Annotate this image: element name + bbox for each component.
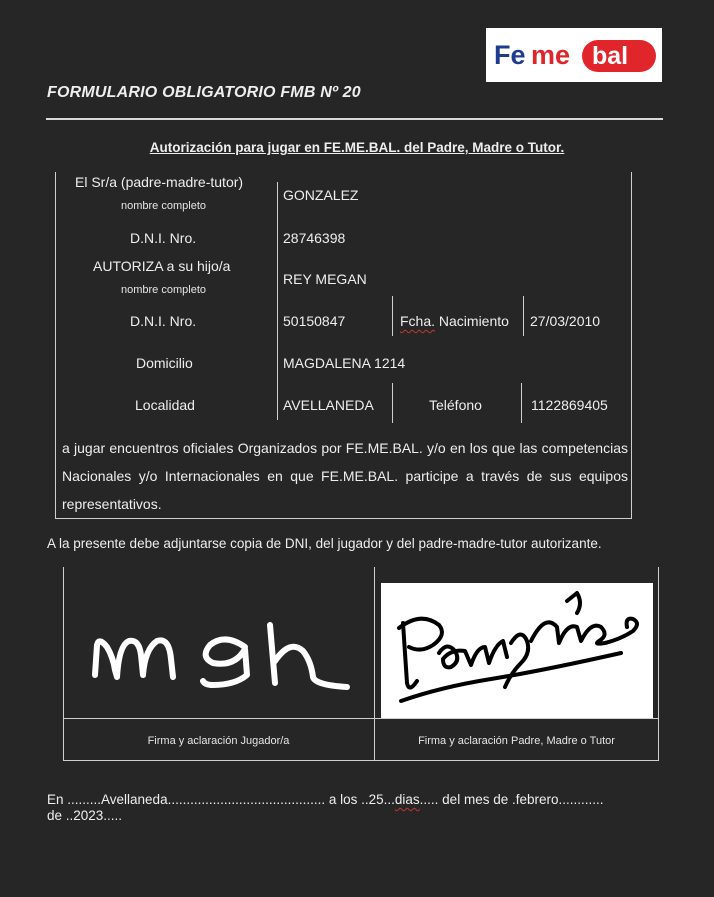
birth-date-value: 27/03/2010 bbox=[530, 313, 601, 329]
parent-dni-label: D.N.I. Nro. bbox=[130, 230, 197, 246]
locality-value: AVELLANEDA bbox=[283, 397, 374, 413]
child-sublabel: nombre completo bbox=[121, 284, 206, 296]
table-divider-phone-left bbox=[392, 383, 393, 423]
phone-label: Teléfono bbox=[429, 397, 482, 413]
footer-dias: dias bbox=[394, 792, 420, 807]
logo-text-fe: Fe bbox=[494, 40, 526, 70]
table-divider-birth-left bbox=[392, 296, 393, 336]
parent-signature-label: Firma y aclaración Padre, Madre o Tutor bbox=[418, 735, 615, 747]
parent-label: El Sr/a (padre-madre-tutor) bbox=[75, 174, 244, 190]
logo-text-me: me bbox=[531, 40, 571, 70]
table-divider-birth-right bbox=[523, 296, 524, 336]
form-title: FORMULARIO OBLIGATORIO FMB Nº 20 bbox=[47, 84, 361, 101]
form-subtitle: Autorización para jugar en FE.ME.BAL. del Padre, Madre o Tutor. bbox=[149, 140, 565, 155]
signature-divider bbox=[63, 718, 659, 719]
footer-line1-start: En .........Avellaneda.......................................... a los ..25... bbox=[47, 792, 395, 807]
table-divider-phone-right bbox=[521, 383, 522, 423]
birth-label-rest: Nacimiento bbox=[435, 313, 509, 329]
parent-sublabel: nombre completo bbox=[121, 200, 206, 212]
parent-signature bbox=[381, 583, 653, 718]
address-label: Domicilio bbox=[136, 355, 193, 371]
table-border-right bbox=[631, 172, 632, 518]
footer-line1-end: ..... del mes de .febrero............ bbox=[419, 792, 604, 807]
footer-place-date bbox=[47, 792, 604, 807]
phone-value: 1122869405 bbox=[531, 397, 608, 413]
child-dni-label: D.N.I. Nro. bbox=[130, 313, 197, 329]
parent-name-value: GONZALEZ bbox=[283, 187, 359, 203]
signature-border-right bbox=[658, 567, 659, 760]
child-name-value: REY MEGAN bbox=[283, 271, 367, 287]
locality-label: Localidad bbox=[135, 397, 195, 413]
dni-copy-note: A la presente debe adjuntarse copia de DNI, del jugador y del padre-madre-tutor autorizante. bbox=[47, 536, 602, 551]
player-signature-label: Firma y aclaración Jugador/a bbox=[147, 735, 290, 747]
logo-text-bal: bal bbox=[592, 42, 629, 70]
birth-label-abbr: Fcha. bbox=[400, 313, 436, 329]
table-border-bottom bbox=[55, 518, 632, 519]
address-value: MAGDALENA 1214 bbox=[283, 355, 406, 371]
footer-year: de ..2023..... bbox=[47, 808, 123, 823]
parent-dni-value: 28746398 bbox=[283, 230, 346, 246]
signature-border-middle bbox=[374, 567, 375, 760]
birth-date-label bbox=[400, 313, 509, 329]
parent-signature-box bbox=[381, 583, 653, 718]
player-signature bbox=[85, 615, 360, 695]
authorizes-label: AUTORIZA a su hijo/a bbox=[93, 258, 231, 274]
femebal-logo bbox=[486, 28, 662, 82]
authorization-text: a jugar encuentros oficiales Organizados por FE.ME.BAL. y/o en los que las competencias Nacionales y/o Internacionales en que FE.ME.BAL. participe a través de sus equipos representativos. bbox=[62, 440, 628, 512]
title-divider bbox=[46, 118, 663, 120]
child-dni-value: 50150847 bbox=[283, 313, 346, 329]
signature-border-left bbox=[63, 567, 64, 760]
table-border-left bbox=[55, 172, 56, 518]
table-divider-label bbox=[277, 182, 278, 420]
signature-border-bottom bbox=[63, 760, 659, 761]
